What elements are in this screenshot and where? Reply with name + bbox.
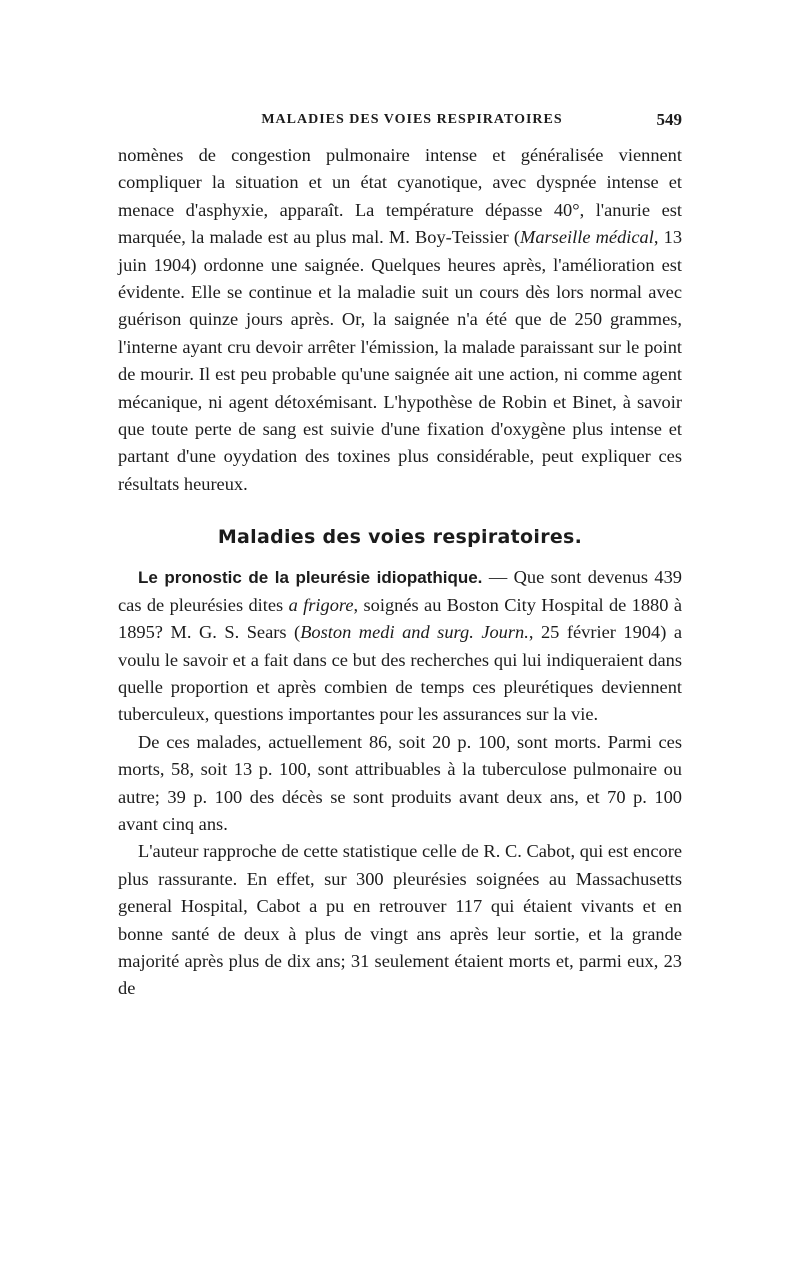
paragraph-text: nomènes de congestion pulmonaire intense et généralisée viennent compliquer la situation et un état cyanotique, avec dyspnée intense et menace d'asphyxie, apparaît. La température dépasse 40°, l'anurie est marquée, la malade est au plus mal. M. Boy-Teissier (	[118, 145, 682, 248]
paragraph-text: , soignés au Boston City Hospital de 1880 à 1895? M. G. S. Sears (	[118, 594, 682, 643]
paragraph-text: , 25 février 1904) a voulu le savoir et a fait dans ce but des recherches qui lui indiqueraient dans quelle proportion et après combien de temps ces pleurétiques deviennent tuberculeux, questions importantes pour les assurances sur la vie.	[118, 622, 683, 725]
journal-title: Marseille médical	[520, 227, 654, 248]
paragraph-text: , 13 juin 1904) ordonne une saignée. Quelques heures après, l'amélioration est évidente. Elle se continue et la maladie suit un cours dès lors normal avec guérison quinze jours après. Or, la saignée n'a été que de 250 grammes, l'interne ayant cru devoir arrêter l'émission, la malade paraissant sur le point de mourir. Il est peu probable qu'une saignée ait une action, ni comme agent mécanique, ni agent détoxémisant. L'hypothèse de Robin et Binet, à savoir que toute perte de sang est suivie d'une fixation d'oxygène plus intense et partant d'une oyydation des toxines plus considérable, peut expliquer ces résultats heureux.	[118, 227, 683, 494]
section-heading: Maladies des voies respiratoires.	[217, 526, 583, 549]
running-header	[118, 112, 682, 142]
italic-term: a frigore	[288, 594, 354, 615]
paragraph-continuation	[118, 142, 682, 498]
paragraph-lead: Le pronostic de la pleurésie idiopathique.	[138, 568, 483, 588]
page-number: 549	[656, 110, 682, 129]
paragraph-statistics: De ces malades, actuellement 86, soit 20 p. 100, sont morts. Parmi ces morts, 58, soit 13 p. 100, sont attribuables à la tuberculose pulmonaire ou autre; 39 p. 100 des décès se sont produits avant deux ans, et 70 p. 100 avant cinq ans.	[118, 731, 682, 834]
running-title: MALADIES DES VOIES RESPIRATOIRES	[261, 112, 563, 127]
journal-title: Boston medi and surg. Journ.	[300, 622, 529, 643]
paragraph-cabot: L'auteur rapproche de cette statistique celle de R. C. Cabot, qui est encore plus rassurante. En effet, sur 300 pleurésies soignées au Massachusetts general Hospital, Cabot a pu en retrouver 117 qui étaient vivants et en bonne santé de deux à plus de vingt ans après leur sortie, et la grande majorité après plus de dix ans; 31 seulement étaient morts et, parmi eux, 23 de	[118, 841, 682, 999]
paragraph-text: — Que sont devenus 439 cas de pleurésies dites	[118, 567, 682, 615]
paragraph-pleuresie	[118, 564, 682, 728]
book-page	[118, 112, 682, 1003]
